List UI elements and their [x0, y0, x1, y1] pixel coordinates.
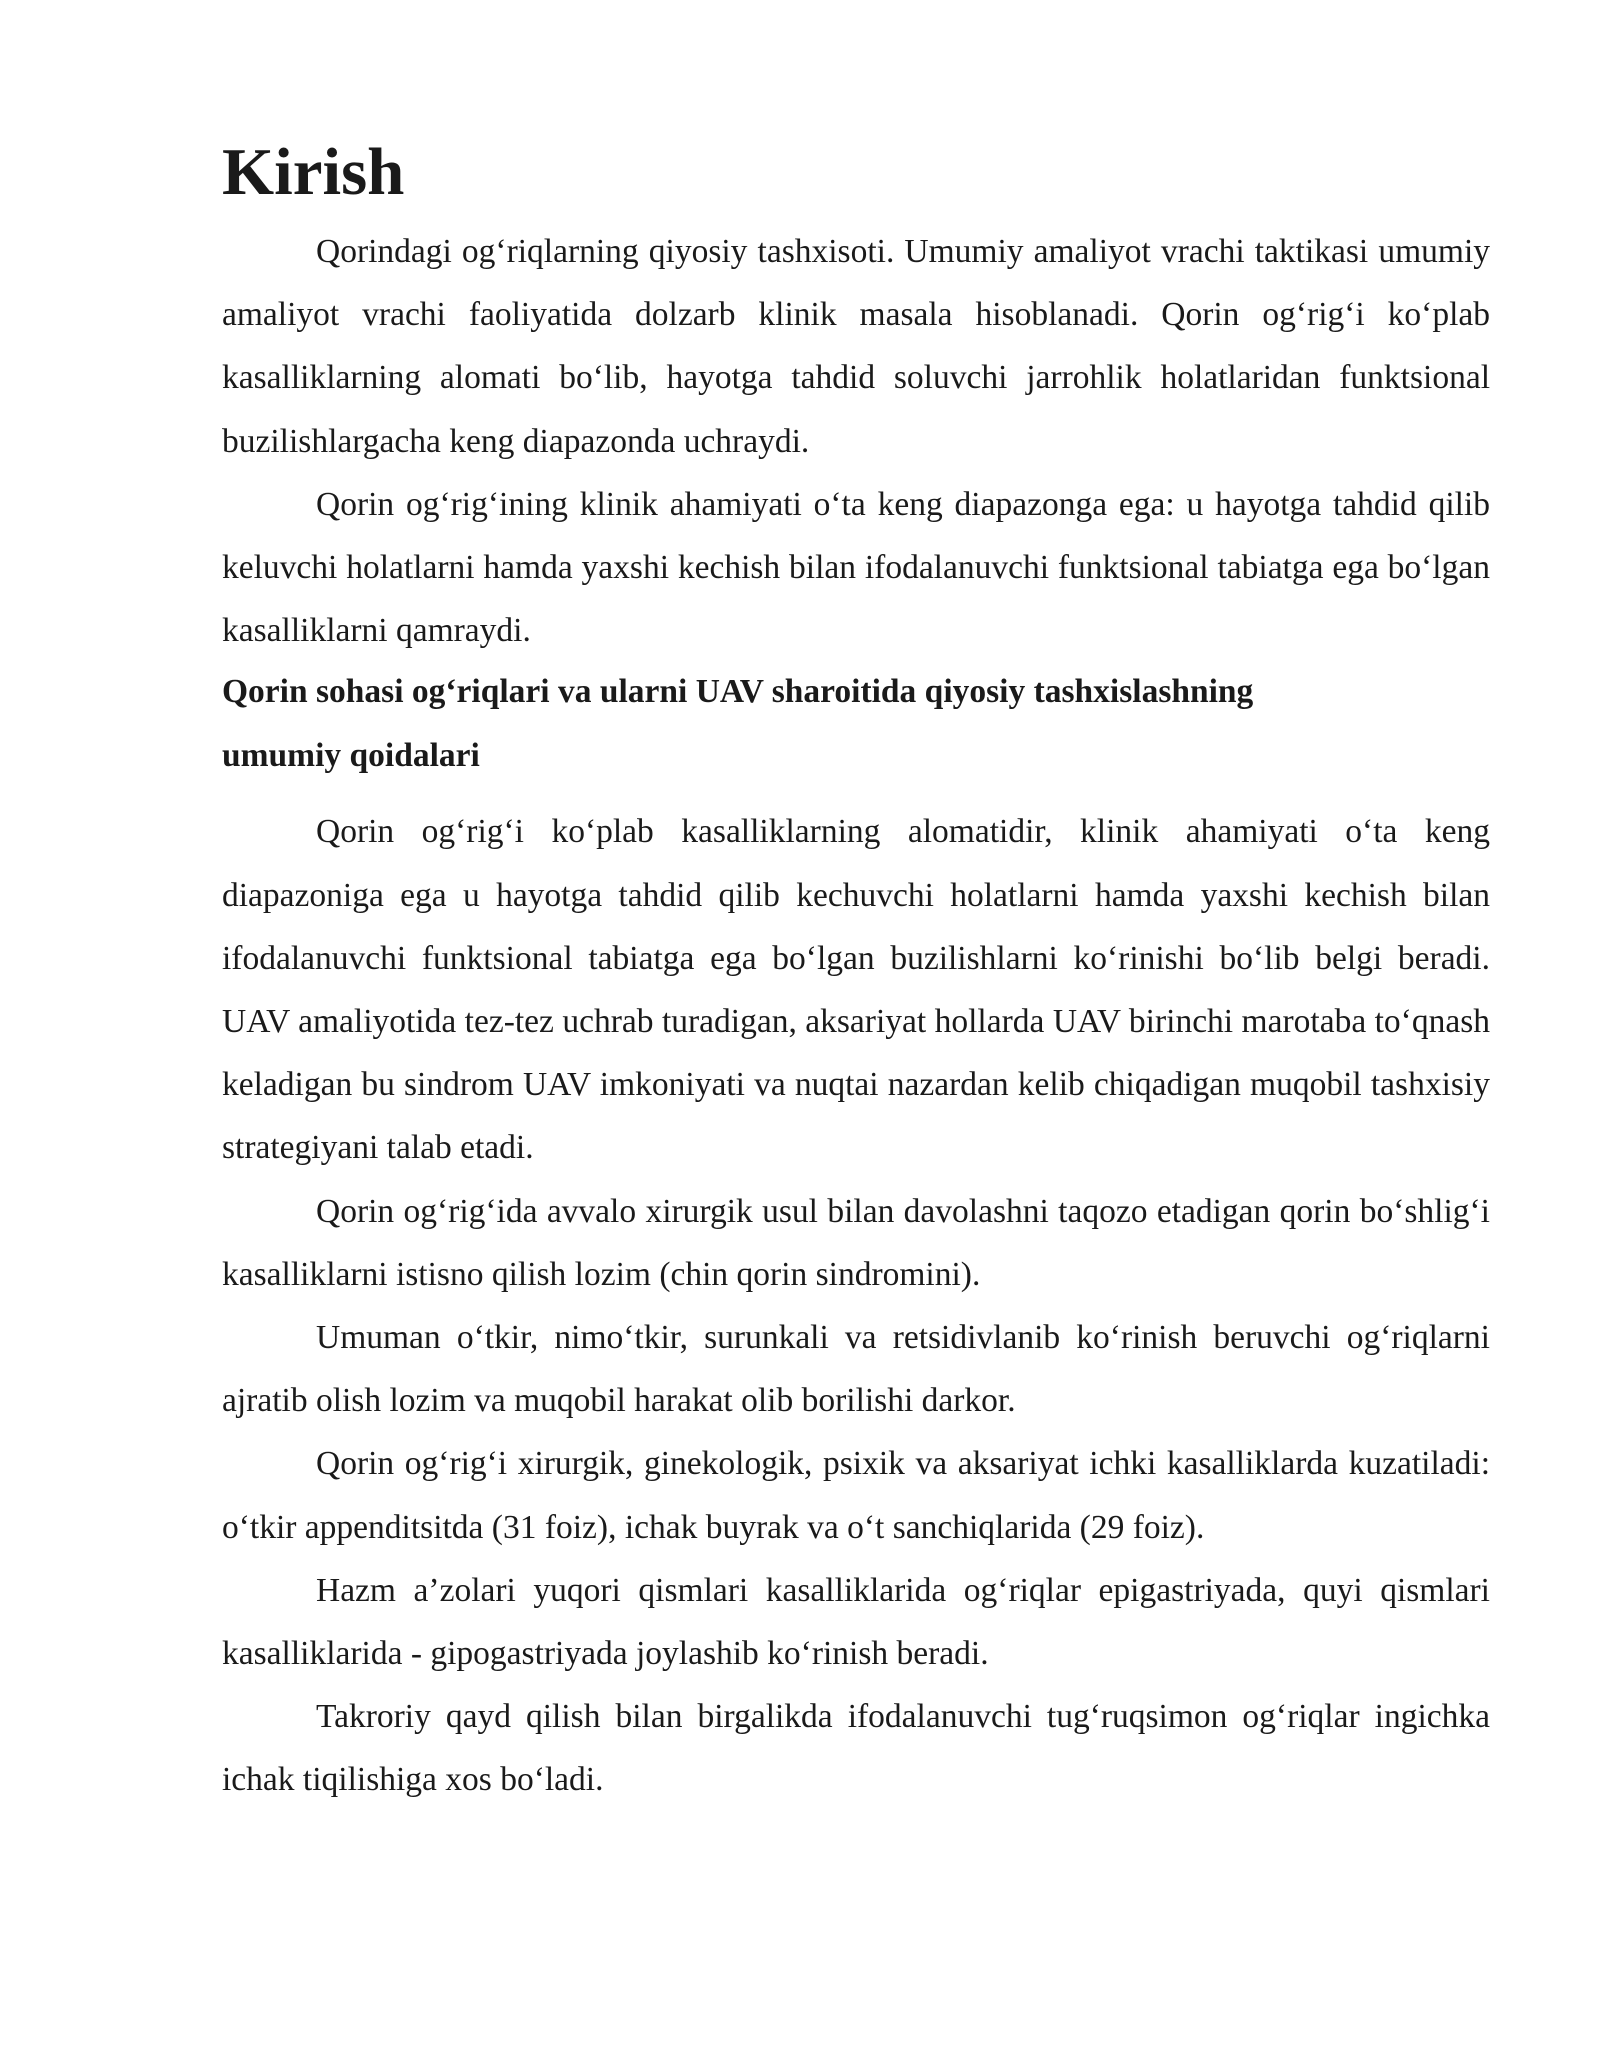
- section-paragraph-6: Takroriy qayd qilish bilan birgalikda ifodalanuvchi tug‘ruqsimon og‘riqlar ingichka ichak tiqilishiga xos bo‘ladi.: [222, 1698, 1490, 1799]
- document-page: [222, 135, 1490, 1812]
- section-paragraph-1: Qorin og‘rig‘i ko‘plab kasalliklarning alomatidir, klinik ahamiyati o‘ta keng diapazoniga ega u hayotga tahdid qilib kechuvchi holatlarni hamda yaxshi kechish bilan ifodalanuvchi funktsional tabiatga ega bo‘lgan buzilishlarni ko‘rinishi bo‘lib belgi beradi. UAV amaliyotida tez-tez uchrab turadigan, aksariyat hollarda UAV birinchi marotaba to‘qnash keladigan bu sindrom UAV imkoniyati va nuqtai nazardan kelib chiqadigan muqobil tashxisiy strategiyani talab etadi.: [222, 813, 1490, 1167]
- intro-paragraph-2: Qorin og‘rig‘ining klinik ahamiyati o‘ta keng diapazonga ega: u hayotga tahdid qilib keluvchi holatlarni hamda yaxshi kechish bilan ifodalanuvchi funktsional tabiatga ega bo‘lgan kasalliklarni qamraydi.: [222, 485, 1490, 650]
- section-paragraph-3: Umuman o‘tkir, nimo‘tkir, surunkali va retsidivlanib ko‘rinish beruvchi og‘riqlarni ajratib olish lozim va muqobil harakat olib borilishi darkor.: [222, 1319, 1490, 1420]
- section-heading-kirish: Kirish: [222, 135, 405, 209]
- section-paragraph-2: Qorin og‘rig‘ida avvalo xirurgik usul bilan davolashni taqozo etadigan qorin bo‘shlig‘i kasalliklarni istisno qilish lozim (chin qorin sindromini).: [222, 1192, 1490, 1293]
- section-paragraph-5: Hazm a’zolari yuqori qismlari kasalliklarida og‘riqlar epigastriyada, quyi qismlari kasalliklarida - gipogastriyada joylashib ko‘rinish beradi.: [222, 1571, 1490, 1673]
- intro-paragraph-1: Qorindagi og‘riqlarning qiyosiy tashxisoti. Umumiy amaliyot vrachi taktikasi umumiy amaliyot vrachi faoliyatida dolzarb klinik masala hisoblanadi. Qorin og‘rig‘i ko‘plab kasalliklarning alomati bo‘lib, hayotga tahdid soluvchi jarrohlik holatlaridan funktsional buzilishlargacha keng diapazonda uchraydi.: [222, 233, 1490, 460]
- section-paragraph-4: Qorin og‘rig‘i xirurgik, ginekologik, psixik va aksariyat ichki kasalliklarda kuzatiladi: o‘tkir appenditsitda (31 foiz), ichak buyrak va o‘t sanchiqlarida (29 foiz).: [222, 1445, 1490, 1546]
- section-heading-qoidalar: Qorin sohasi og‘riqlari va ularni UAV sharoitida qiyosiy tashxislashning umumiy qoidalari: [222, 673, 1254, 775]
